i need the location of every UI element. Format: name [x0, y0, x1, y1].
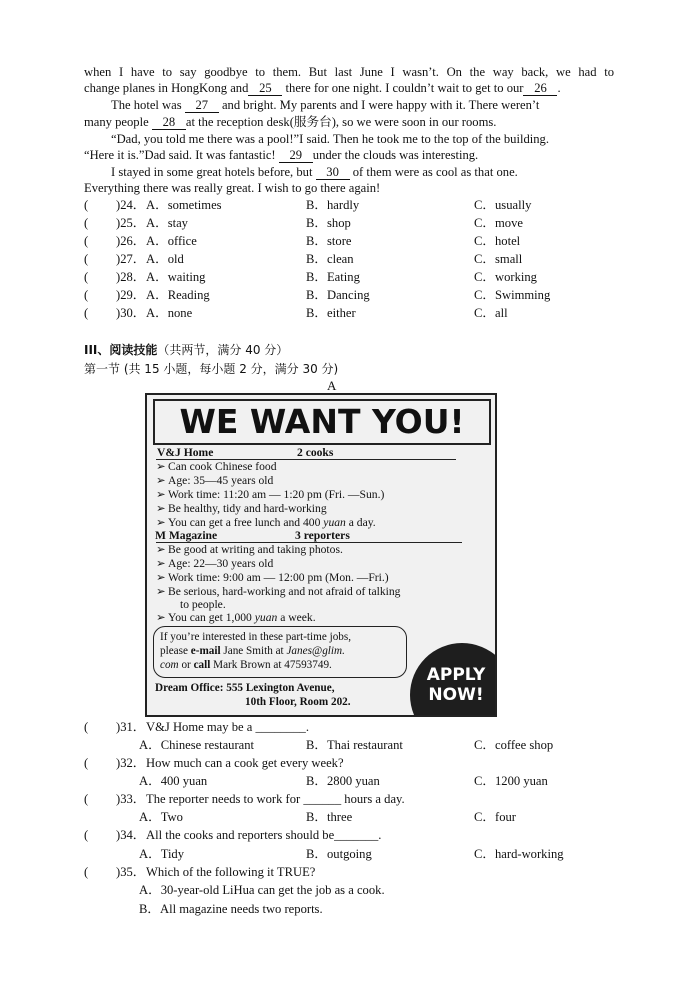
option-c[interactable]: C．usually: [474, 198, 532, 212]
answer-paren[interactable]: (: [84, 288, 89, 302]
option-c[interactable]: C．1200 yuan: [474, 774, 548, 788]
job2-item: ➢ Work time: 9:00 am — 12:00 pm (Mon. —Fri.): [156, 571, 389, 584]
option-b[interactable]: B．hardly: [306, 198, 360, 212]
option-a[interactable]: A．400 yuan: [139, 774, 208, 788]
passage-line: “Dad, you told me there was a pool!”I said. Then he took me to the top of the building.: [111, 132, 549, 146]
job2-item: ➢ Be serious, hard-working and not afraid of talking: [156, 585, 401, 598]
section-heading: III、阅读技能（共两节，满分 40 分）: [84, 343, 289, 357]
option-c[interactable]: C．all: [474, 306, 508, 320]
passage-line: change planes in HongKong and 25 there for one night. I couldn’t wait to get to our 26 .: [84, 81, 561, 95]
arrow-bullet-icon: ➢: [156, 516, 166, 529]
option-c[interactable]: C．working: [474, 270, 537, 284]
question-29: [84, 287, 614, 303]
arrow-bullet-icon: ➢: [156, 557, 166, 570]
section-part-heading: 第一节 (共 15 小题，每小题 2 分，满分 30 分): [84, 362, 339, 376]
job1-item: ➢ Age: 35—45 years old: [156, 474, 274, 487]
job1-count: 2 cooks: [297, 446, 334, 459]
answer-paren[interactable]: (: [84, 306, 89, 320]
email-link[interactable]: Janes@glim.: [286, 645, 345, 657]
option-a[interactable]: A．stay: [146, 216, 188, 230]
answer-paren[interactable]: (: [84, 216, 89, 230]
question-number: )24．: [116, 198, 146, 212]
blank-30[interactable]: 30: [316, 166, 350, 180]
question-number: )32．: [116, 756, 146, 770]
question-27: [84, 251, 614, 267]
question-number: )27．: [116, 252, 146, 266]
job-advertisement: [145, 393, 497, 717]
question-24: [84, 197, 614, 213]
question-number: )33．: [116, 792, 146, 806]
question-number: )28．: [116, 270, 146, 284]
question-number: )35．: [116, 865, 146, 879]
blank-28[interactable]: 28: [152, 116, 186, 130]
question-stem: How much can a cook get every week?: [146, 756, 344, 770]
option-a[interactable]: A．none: [146, 306, 193, 320]
job2-count: 3 reporters: [295, 529, 350, 542]
apply-now-text[interactable]: APPLY NOW!: [426, 665, 486, 705]
question-number: )30．: [116, 306, 146, 320]
option-b[interactable]: B．clean: [306, 252, 354, 266]
option-b[interactable]: B．Dancing: [306, 288, 370, 302]
job1-item: ➢ Be healthy, tidy and hard-working: [156, 502, 327, 515]
job2-name: M Magazine: [155, 529, 218, 542]
question-number: )29．: [116, 288, 146, 302]
job2-item: ➢ Be good at writing and taking photos.: [156, 543, 343, 556]
blank-25[interactable]: 25: [248, 82, 282, 96]
job1-pay: ➢ You can get a free lunch and 400 yuan a day.: [156, 516, 376, 529]
contact-line: please e-mail Jane Smith at Janes@glim.: [160, 645, 345, 657]
option-a[interactable]: A．Two: [139, 810, 183, 824]
option-c[interactable]: C．small: [474, 252, 523, 266]
option-b[interactable]: B．2800 yuan: [306, 774, 380, 788]
job2-pay: ➢ You can get 1,000 yuan a week.: [156, 611, 316, 624]
question-stem: The reporter needs to work for ______ hours a day.: [146, 792, 405, 806]
answer-paren[interactable]: (: [84, 756, 89, 770]
question-34-options: [84, 846, 614, 862]
arrow-bullet-icon: ➢: [156, 585, 166, 598]
option-b[interactable]: B．shop: [306, 216, 351, 230]
question-31-options: [84, 737, 614, 753]
arrow-bullet-icon: ➢: [156, 460, 166, 473]
ad-headline: WE WANT YOU!: [153, 399, 491, 445]
option-c[interactable]: C．four: [474, 810, 516, 824]
option-a[interactable]: A．office: [146, 234, 197, 248]
question-30: [84, 305, 614, 321]
blank-26[interactable]: 26: [523, 82, 557, 96]
question-stem: All the cooks and reporters should be_______.: [146, 828, 382, 842]
option-c[interactable]: C．hotel: [474, 234, 521, 248]
job1-item: ➢ Can cook Chinese food: [156, 460, 277, 473]
option-b[interactable]: B．Thai restaurant: [306, 738, 403, 752]
contact-line: If you’re interested in these part-time jobs,: [160, 631, 352, 643]
question-32-options: [84, 773, 614, 789]
question-number: )34．: [116, 828, 146, 842]
office-address: Dream Office: 555 Lexington Avenue, 10th Floor, Room 202.: [155, 682, 351, 708]
passage-label: A: [327, 378, 337, 393]
answer-paren[interactable]: (: [84, 270, 89, 284]
question-stem: Which of the following it TRUE?: [146, 865, 316, 879]
passage-line: “Here it is.”Dad said. It was fantastic! 29 under the clouds was interesting.: [84, 148, 479, 162]
passage-line: when I have to say goodbye to them. But last June I wasn’t. On the way back, we had to: [84, 65, 614, 79]
arrow-bullet-icon: ➢: [156, 488, 166, 501]
option-a[interactable]: A．old: [146, 252, 184, 266]
answer-paren[interactable]: (: [84, 792, 89, 806]
option-b[interactable]: B．Eating: [306, 270, 360, 284]
option-b[interactable]: B．store: [306, 234, 352, 248]
option-b[interactable]: B．All magazine needs two reports.: [139, 902, 323, 916]
option-c[interactable]: C．hard-working: [474, 847, 564, 861]
option-b[interactable]: B．three: [306, 810, 353, 824]
passage-line: Everything there was really great. I wish to go there again!: [84, 181, 381, 195]
option-b[interactable]: B．outgoing: [306, 847, 372, 861]
job1-item: ➢ Work time: 11:20 am — 1:20 pm (Fri. —Sun.): [156, 488, 385, 501]
question-35: [84, 864, 614, 880]
question-32: [84, 755, 614, 771]
question-35-option-a: [84, 882, 614, 898]
passage-line: I stayed in some great hotels before, but 30 of them were as cool as that one.: [111, 165, 518, 179]
arrow-bullet-icon: ➢: [156, 611, 166, 624]
blank-29[interactable]: 29: [279, 149, 313, 163]
arrow-bullet-icon: ➢: [156, 474, 166, 487]
job2-item-continued: to people.: [180, 598, 226, 611]
question-stem: V&J Home may be a ________.: [146, 720, 309, 734]
answer-paren[interactable]: (: [84, 720, 89, 734]
passage-line: The hotel was 27 and bright. My parents and I were happy with it. There weren’t: [111, 98, 540, 112]
question-33-options: [84, 809, 614, 825]
contact-box: [153, 626, 407, 678]
arrow-bullet-icon: ➢: [156, 571, 166, 584]
contact-line: com or call Mark Brown at 47593749.: [160, 659, 332, 671]
option-a[interactable]: A．Reading: [146, 288, 210, 302]
question-33: [84, 791, 614, 807]
option-a[interactable]: A．Chinese restaurant: [139, 738, 255, 752]
question-34: [84, 827, 614, 843]
answer-paren[interactable]: (: [84, 234, 89, 248]
passage-line: many people 28 at the reception desk(服务台), so we were soon in our rooms.: [84, 115, 497, 129]
question-number: )25．: [116, 216, 146, 230]
question-28: [84, 269, 614, 285]
answer-paren[interactable]: (: [84, 252, 89, 266]
option-a[interactable]: A．Tidy: [139, 847, 185, 861]
question-26: [84, 233, 614, 249]
question-number: )31．: [116, 720, 146, 734]
answer-paren[interactable]: (: [84, 865, 89, 879]
option-a[interactable]: A．30-year-old LiHua can get the job as a cook.: [139, 883, 385, 897]
question-25: [84, 215, 614, 231]
question-35-option-b: [84, 901, 614, 917]
question-number: )26．: [116, 234, 146, 248]
arrow-bullet-icon: ➢: [156, 543, 166, 556]
option-a[interactable]: A．waiting: [146, 270, 206, 284]
option-b[interactable]: B．either: [306, 306, 356, 320]
arrow-bullet-icon: ➢: [156, 502, 166, 515]
option-c[interactable]: C．Swimming: [474, 288, 551, 302]
job2-item: ➢ Age: 22—30 years old: [156, 557, 274, 570]
job1-name: V&J Home: [157, 446, 214, 459]
option-c[interactable]: C．move: [474, 216, 523, 230]
blank-27[interactable]: 27: [185, 99, 219, 113]
question-31: [84, 719, 614, 735]
answer-paren[interactable]: (: [84, 828, 89, 842]
option-a[interactable]: A．sometimes: [146, 198, 222, 212]
option-c[interactable]: C．coffee shop: [474, 738, 554, 752]
answer-paren[interactable]: (: [84, 198, 89, 212]
